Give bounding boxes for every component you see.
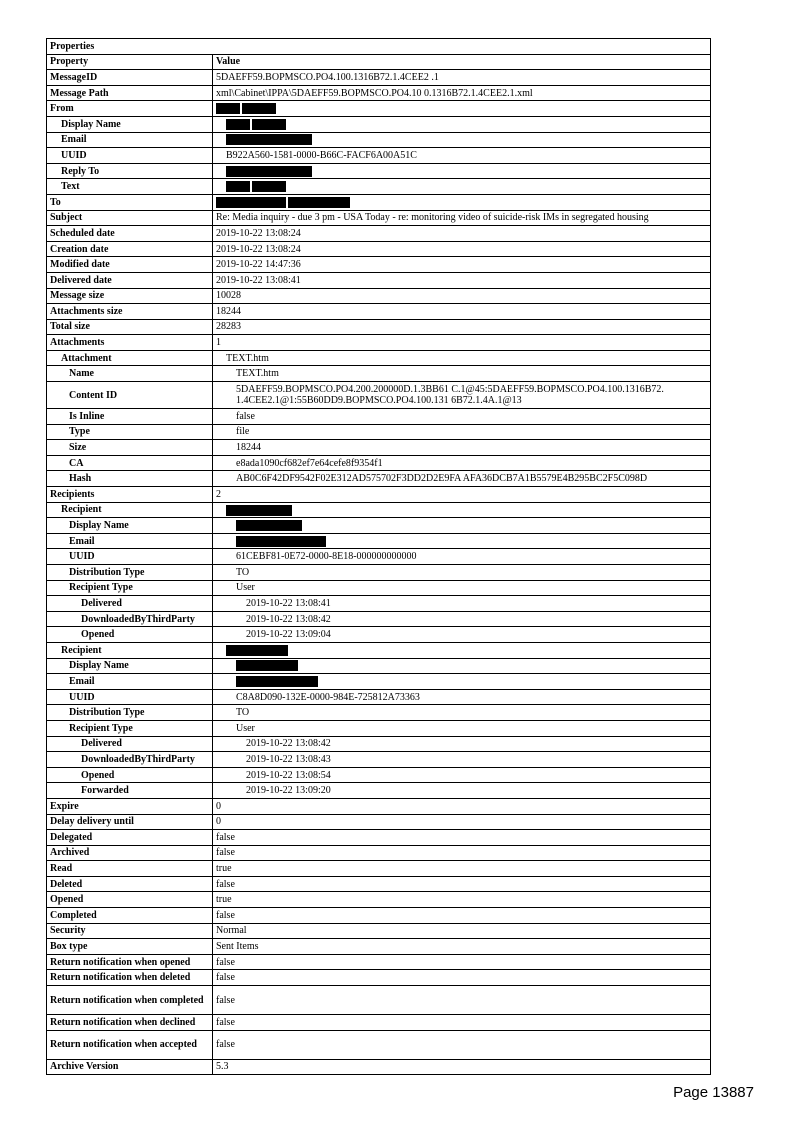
table-row	[47, 674, 711, 690]
table-row	[47, 350, 711, 366]
redacted-value	[213, 163, 711, 179]
property-value: 28283	[213, 319, 711, 335]
property-name: Email	[47, 533, 213, 549]
property-value: 2019-10-22 13:08:41	[213, 272, 711, 288]
property-value: false	[213, 1015, 711, 1031]
property-value: Sent Items	[213, 939, 711, 955]
table-row	[47, 272, 711, 288]
property-value: false	[213, 845, 711, 861]
redaction-block	[226, 505, 292, 516]
table-row	[47, 179, 711, 195]
property-name: Recipients	[47, 487, 213, 503]
property-name: Creation date	[47, 241, 213, 257]
property-value: 61CEBF81-0E72-0000-8E18-000000000000	[213, 549, 711, 565]
property-value: false	[213, 970, 711, 986]
property-value: Normal	[213, 923, 711, 939]
property-value: 5DAEFF59.BOPMSCO.PO4.100.1316B72.1.4CEE2 .1	[213, 70, 711, 86]
property-name: MessageID	[47, 70, 213, 86]
property-value: 1	[213, 335, 711, 351]
table-row	[47, 580, 711, 596]
property-name: Distribution Type	[47, 565, 213, 581]
redacted-value	[213, 658, 711, 674]
column-header-property: Property	[47, 54, 213, 70]
property-name: Return notification when declined	[47, 1015, 213, 1031]
redaction-block	[252, 181, 286, 192]
property-value: TO	[213, 705, 711, 721]
property-name: Subject	[47, 210, 213, 226]
property-name: UUID	[47, 549, 213, 565]
property-name: Is Inline	[47, 409, 213, 425]
property-name: Distribution Type	[47, 705, 213, 721]
table-title-row	[47, 39, 711, 55]
table-row	[47, 736, 711, 752]
redacted-value	[213, 518, 711, 534]
table-row	[47, 424, 711, 440]
table-row	[47, 163, 711, 179]
property-name: Display Name	[47, 658, 213, 674]
property-value: 2019-10-22 13:09:04	[213, 627, 711, 643]
table-row	[47, 752, 711, 768]
table-row	[47, 241, 711, 257]
property-name: Read	[47, 861, 213, 877]
property-name: Security	[47, 923, 213, 939]
property-value: 0	[213, 798, 711, 814]
property-name: Archived	[47, 845, 213, 861]
redaction-block	[226, 181, 250, 192]
redaction-block	[226, 166, 312, 177]
property-value: 2019-10-22 13:09:20	[213, 783, 711, 799]
property-name: Return notification when completed	[47, 986, 213, 1015]
property-name: Message Path	[47, 85, 213, 101]
property-value: 2019-10-22 13:08:43	[213, 752, 711, 768]
property-value: B922A560-1581-0000-B66C-FACF6A00A51C	[213, 148, 711, 164]
property-value: User	[213, 580, 711, 596]
table-row	[47, 366, 711, 382]
property-name: To	[47, 194, 213, 210]
table-row	[47, 970, 711, 986]
table-row	[47, 382, 711, 409]
table-row	[47, 565, 711, 581]
table-row	[47, 70, 711, 86]
table-row	[47, 226, 711, 242]
property-name: Email	[47, 132, 213, 148]
property-name: Name	[47, 366, 213, 382]
property-name: Return notification when deleted	[47, 970, 213, 986]
table-row	[47, 814, 711, 830]
table-row	[47, 132, 711, 148]
table-row	[47, 533, 711, 549]
redacted-value	[213, 132, 711, 148]
table-row	[47, 85, 711, 101]
property-value: false	[213, 876, 711, 892]
table-row	[47, 705, 711, 721]
table-row	[47, 304, 711, 320]
property-name: Opened	[47, 892, 213, 908]
table-title: Properties	[47, 39, 711, 55]
table-row	[47, 1030, 711, 1059]
property-name: Recipient Type	[47, 580, 213, 596]
property-value: false	[213, 908, 711, 924]
table-row	[47, 658, 711, 674]
property-name: DownloadedByThirdParty	[47, 611, 213, 627]
property-name: Type	[47, 424, 213, 440]
property-value: User	[213, 720, 711, 736]
property-value: false	[213, 409, 711, 425]
property-value: false	[213, 1030, 711, 1059]
table-row	[47, 319, 711, 335]
table-row	[47, 210, 711, 226]
property-value: xml\Cabinet\IPPA\5DAEFF59.BOPMSCO.PO4.10 0.1316B72.1.4CEE2.1.xml	[213, 85, 711, 101]
property-value: 2019-10-22 13:08:24	[213, 241, 711, 257]
property-name: Email	[47, 674, 213, 690]
property-name: Expire	[47, 798, 213, 814]
redaction-block	[226, 645, 288, 656]
redaction-block	[226, 134, 312, 145]
property-name: Return notification when opened	[47, 954, 213, 970]
table-row	[47, 455, 711, 471]
redaction-block	[236, 536, 326, 547]
property-name: Delivered	[47, 596, 213, 612]
property-name: Recipient Type	[47, 720, 213, 736]
property-name: Modified date	[47, 257, 213, 273]
property-value: false	[213, 954, 711, 970]
property-name: Reply To	[47, 163, 213, 179]
property-value: 18244	[213, 304, 711, 320]
property-value: 10028	[213, 288, 711, 304]
property-value: 2019-10-22 13:08:54	[213, 767, 711, 783]
property-name: Delivered date	[47, 272, 213, 288]
property-value: 2	[213, 487, 711, 503]
property-value: false	[213, 986, 711, 1015]
table-row	[47, 518, 711, 534]
property-value: 5DAEFF59.BOPMSCO.PO4.200.200000D.1.3BB61 C.1@45:5DAEFF59.BOPMSCO.PO4.100.1316B72. 1.4CEE2.1@1:55B60DD9.BOPMSCO.PO4.100.131 6B72.1.4A.1@13	[213, 382, 711, 409]
property-name: Display Name	[47, 518, 213, 534]
table-row	[47, 257, 711, 273]
table-row	[47, 689, 711, 705]
property-value: file	[213, 424, 711, 440]
property-value: e8ada1090cf682ef7e64cefe8f9354f1	[213, 455, 711, 471]
redacted-value	[213, 194, 711, 210]
property-value: C8A8D090-132E-0000-984E-725812A73363	[213, 689, 711, 705]
property-name: Content ID	[47, 382, 213, 409]
property-name: Recipient	[47, 502, 213, 518]
property-name: CA	[47, 455, 213, 471]
property-name: Delegated	[47, 830, 213, 846]
property-name: Text	[47, 179, 213, 195]
property-name: Return notification when accepted	[47, 1030, 213, 1059]
table-row	[47, 288, 711, 304]
column-header-value: Value	[213, 54, 711, 70]
property-name: Display Name	[47, 116, 213, 132]
property-value: Re: Media inquiry - due 3 pm - USA Today - re: monitoring video of suicide-risk IMs in segregated housing	[213, 210, 711, 226]
table-row	[47, 148, 711, 164]
property-name: Forwarded	[47, 783, 213, 799]
redacted-value	[213, 674, 711, 690]
table-row	[47, 611, 711, 627]
property-name: Size	[47, 440, 213, 456]
page-number: Page 13887	[673, 1084, 754, 1101]
table-row	[47, 487, 711, 503]
redaction-block	[236, 520, 302, 531]
redaction-block	[216, 103, 240, 114]
redacted-value	[213, 642, 711, 658]
table-row	[47, 908, 711, 924]
property-value: TEXT.htm	[213, 350, 711, 366]
table-row	[47, 783, 711, 799]
property-name: Deleted	[47, 876, 213, 892]
table-row	[47, 1059, 711, 1075]
table-row	[47, 1015, 711, 1031]
property-name: Attachment	[47, 350, 213, 366]
property-name: Recipient	[47, 642, 213, 658]
redacted-value	[213, 101, 711, 117]
table-row	[47, 549, 711, 565]
property-value: true	[213, 892, 711, 908]
table-row	[47, 116, 711, 132]
redacted-value	[213, 179, 711, 195]
table-row	[47, 596, 711, 612]
table-row	[47, 876, 711, 892]
redacted-value	[213, 116, 711, 132]
property-name: Total size	[47, 319, 213, 335]
table-header-row	[47, 54, 711, 70]
property-value: 2019-10-22 14:47:36	[213, 257, 711, 273]
table-row	[47, 409, 711, 425]
table-row	[47, 830, 711, 846]
table-row	[47, 720, 711, 736]
property-name: Archive Version	[47, 1059, 213, 1075]
table-row	[47, 335, 711, 351]
property-name: Opened	[47, 767, 213, 783]
property-value: 2019-10-22 13:08:42	[213, 611, 711, 627]
table-row	[47, 767, 711, 783]
table-row	[47, 939, 711, 955]
table-row	[47, 440, 711, 456]
property-value: AB0C6F42DF9542F02E312AD575702F3DD2D2E9FA AFA36DCB7A1B5579E4B295BC2F5C098D	[213, 471, 711, 487]
properties-table-body	[47, 39, 711, 1075]
property-name: From	[47, 101, 213, 117]
table-row	[47, 986, 711, 1015]
property-name: Completed	[47, 908, 213, 924]
property-name: Box type	[47, 939, 213, 955]
redaction-block	[236, 676, 318, 687]
property-value: TO	[213, 565, 711, 581]
property-name: Hash	[47, 471, 213, 487]
table-row	[47, 923, 711, 939]
redaction-block	[236, 660, 298, 671]
redacted-value	[213, 502, 711, 518]
property-name: UUID	[47, 148, 213, 164]
table-row	[47, 642, 711, 658]
properties-table	[46, 38, 711, 1075]
property-value: 18244	[213, 440, 711, 456]
property-value: true	[213, 861, 711, 877]
property-name: DownloadedByThirdParty	[47, 752, 213, 768]
table-row	[47, 194, 711, 210]
redaction-block	[242, 103, 276, 114]
property-value: 2019-10-22 13:08:24	[213, 226, 711, 242]
property-name: Delivered	[47, 736, 213, 752]
table-row	[47, 845, 711, 861]
table-row	[47, 861, 711, 877]
table-row	[47, 471, 711, 487]
property-name: UUID	[47, 689, 213, 705]
property-name: Attachments size	[47, 304, 213, 320]
redaction-block	[288, 197, 350, 208]
table-row	[47, 954, 711, 970]
property-value: 5.3	[213, 1059, 711, 1075]
property-value: 2019-10-22 13:08:42	[213, 736, 711, 752]
property-name: Message size	[47, 288, 213, 304]
table-row	[47, 502, 711, 518]
property-name: Scheduled date	[47, 226, 213, 242]
property-value: 0	[213, 814, 711, 830]
table-row	[47, 892, 711, 908]
redaction-block	[216, 197, 286, 208]
property-value: 2019-10-22 13:08:41	[213, 596, 711, 612]
table-row	[47, 101, 711, 117]
table-row	[47, 798, 711, 814]
property-name: Delay delivery until	[47, 814, 213, 830]
redaction-block	[226, 119, 250, 130]
property-name: Attachments	[47, 335, 213, 351]
redaction-block	[252, 119, 286, 130]
property-name: Opened	[47, 627, 213, 643]
redacted-value	[213, 533, 711, 549]
table-row	[47, 627, 711, 643]
property-value: TEXT.htm	[213, 366, 711, 382]
property-value: false	[213, 830, 711, 846]
